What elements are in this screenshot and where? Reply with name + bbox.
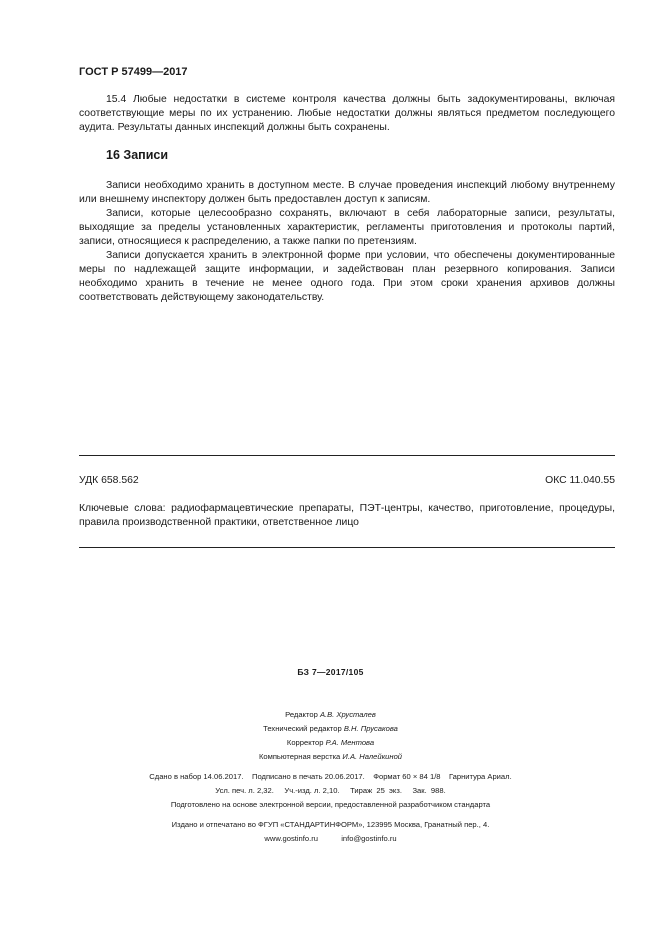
layout-name: И.А. Налейкиной [342,752,403,761]
email-link[interactable]: info@gostinfo.ru [341,834,397,843]
contacts-line [0,832,661,846]
editor-line [0,708,661,722]
section-16-title: 16 Записи [106,148,169,162]
prepared-note: Подготовлено на основе электронной версии, предоставленной разработчиком стандарта [170,800,491,809]
layout-line [0,750,661,764]
format-fraction: 1/8 [429,772,441,781]
print-volume-line: Усл. печ. л. 2,32. Уч.-изд. л. 2,10. Тираж 25 экз. Зак. 988. [215,786,446,795]
print-details-line [0,770,661,784]
paragraph: Записи, которые целесообразно сохранять, включают в себя лабораторные записи, результаты, выходящие за пределы установленных характеристик, регламенты приготовления и протоколы партий, записи, относящиеся к распределению, а также папки по претензиям. [79,208,615,247]
corrector-label: Корректор [286,738,324,747]
divider-top [79,455,615,456]
clause-15-4 [79,93,615,135]
tech-editor-label: Технический редактор [263,724,342,733]
standard-number: ГОСТ Р 57499—2017 [79,66,188,78]
signed-date: Подписано в печать 20.06.2017. [252,772,365,781]
bz-number: БЗ 7—2017/105 [297,667,364,677]
editor-name: А.В. Хрусталев [319,710,376,719]
corrector-line [0,736,661,750]
divider-bottom [79,547,615,548]
tech-editor-line [0,722,661,736]
oks-code: ОКС 11.040.55 [545,475,615,486]
paragraph: Записи необходимо хранить в доступном месте. В случае проведения инспекций любому внутреннему или внешнему инспектору должен быть предоставлен доступ к записям. [79,180,615,205]
keywords: Ключевые слова: радиофармацевтические препараты, ПЭТ-центры, качество, приготовление, процедуры, правила производственной практики, ответственное лицо [79,503,615,528]
typeface: Гарнитура Ариал. [448,772,512,781]
format: Формат 60 × 84 [373,772,428,781]
editor-label: Редактор [285,710,318,719]
website-link[interactable]: www.gostinfo.ru [264,834,318,843]
corrector-name: Р.А. Ментова [325,738,375,747]
section-16-body [79,179,615,305]
udk-code: УДК 658.562 [79,475,139,486]
publisher-line: Издано и отпечатано во ФГУП «СТАНДАРТИНФОРМ», 123995 Москва, Гранатный пер., 4. [171,820,490,829]
layout-label: Компьютерная верстка [258,752,341,761]
paragraph: Записи допускается хранить в электронной форме при условии, что обеспечены документированные меры по надлежащей защите информации, и задействован план резервного копирования. Записи необходимо хранить в течение не менее одного года. При этом сроки хранения архивов должны соответствовать действующему законодательству. [79,250,615,303]
typeset-date: Сдано в набор 14.06.2017. [149,772,244,781]
tech-editor-name: В.Н. Прусакова [343,724,398,733]
clause-15-4-text: 15.4 Любые недостатки в системе контроля качества должны быть задокументированы, включая соответствующие меры по их устранению. Любые недостатки должны являться предметом последующего аудита. Результаты данных инспекций должны быть сохранены. [79,94,615,133]
